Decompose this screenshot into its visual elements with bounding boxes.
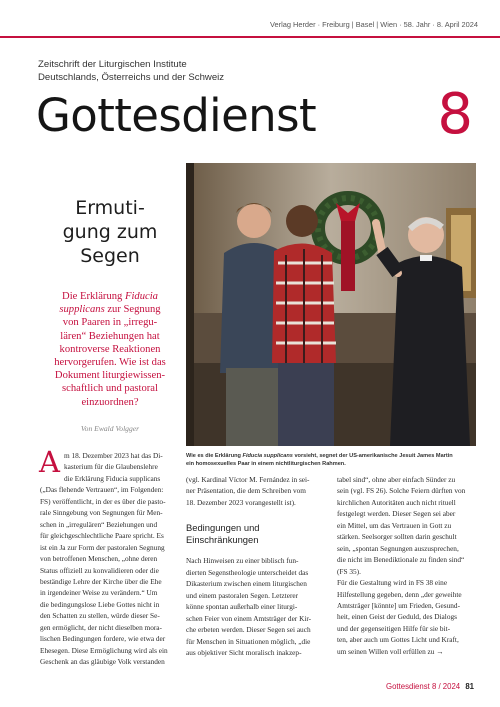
text-line: schen in „irregulären“ Beziehungen und bbox=[40, 519, 158, 529]
article-author: Von Ewald Volgger bbox=[80, 424, 140, 433]
text-line: beständige Lehre der Kirche über die Ehe bbox=[40, 576, 162, 586]
text-line: um seinen Willen voll erfüllen zu → bbox=[337, 646, 444, 656]
text-line: Hilfestellung gegeben, denn „der geweihte bbox=[337, 589, 462, 599]
text-line: ist ein Ja zur Form der pastoralen Segnung bbox=[40, 542, 165, 552]
text-line: sein, „spontan Segnungen auszusprechen, bbox=[337, 543, 459, 553]
article-heading: Ermuti- gung zum Segen bbox=[62, 197, 158, 267]
photo-illustration bbox=[186, 163, 476, 446]
text-line: Amtsträger [könnte] um Frieden, Gesund- bbox=[337, 600, 461, 610]
text-line: rale Sinngebung von Segnungen für Men- bbox=[40, 508, 163, 518]
text-line: und einem pastoralen Segen. Letzterer bbox=[186, 590, 299, 600]
journal-line-1: Zeitschrift der Liturgischen Institute bbox=[38, 59, 187, 70]
text-line: kasterium für die Glaubenslehre bbox=[64, 462, 158, 472]
drop-cap: A bbox=[39, 445, 60, 479]
text-line: Für die Gestaltung wird in FS 38 eine bbox=[337, 578, 448, 588]
text-line: kirchlichen Autoritäten auch nicht rituell bbox=[337, 497, 456, 507]
section-subheading: Bedingungen und Einschränkungen bbox=[186, 522, 260, 546]
journal-line-2: Deutschlands, Österreichs und der Schweiz bbox=[38, 72, 225, 83]
text-line: FS) veröffentlicht, in der es über die pasto- bbox=[40, 496, 166, 506]
text-line: ner Präsentation, die dem Schreiben vom bbox=[186, 486, 306, 496]
text-line: tabel sind“, ohne aber einfach Sünder zu bbox=[337, 475, 456, 484]
text-line: 18. Dezember 2023 vorangestellt ist). bbox=[186, 497, 296, 507]
text-line: die Erklärung Fiducia supplicans bbox=[64, 473, 161, 483]
article-lead: Die Erklärung Fiducia supplicans zur Segnung von Paaren in „irregu- lären“ Beziehungen hat kontroverse Reaktionen hervorgerufen. Wie ist das Dokument liturgiewissen- schaftlich und pastoral einzuordnen? bbox=[54, 291, 166, 408]
text-line: festgelegt werden. Dieser Segen sei aber bbox=[337, 509, 456, 519]
text-column-2 bbox=[186, 474, 326, 658]
text-line: die bedingungslose Liebe Gottes nicht in bbox=[40, 599, 160, 609]
text-line: den Schatten zu stellen, würde dieser Se- bbox=[40, 611, 160, 621]
text-line: schen Feier von einem Amtsträger der Kir- bbox=[186, 613, 312, 623]
text-line: m 18. Dezember 2023 hat das Di- bbox=[64, 451, 163, 460]
publisher-line: Verlag Herder · Freiburg | Basel | Wien · 58. Jahr · 8. April 2024 bbox=[270, 20, 478, 29]
text-line: und der gegenseitigen Hilfe für sie bit- bbox=[337, 623, 451, 633]
journal-description bbox=[38, 58, 338, 84]
text-line: Nach Hinweisen zu einer biblisch fun- bbox=[186, 556, 299, 566]
text-line: Status offiziell zu konvalidieren oder die bbox=[40, 565, 159, 575]
magazine-title: Gottesdienst bbox=[36, 89, 316, 142]
text-line: che erbeten werden. Dieser Segen sei auch bbox=[186, 625, 311, 635]
text-line: dierten Segenstheologie unterscheidet das bbox=[186, 567, 309, 577]
text-line: gen ermöglicht, der nicht dieselben mora- bbox=[40, 622, 162, 632]
header-rule bbox=[0, 36, 500, 38]
text-column-3 bbox=[337, 474, 477, 657]
text-line: sein (vgl. FS 26). Solche Feiern dürften von bbox=[337, 486, 466, 496]
text-line: für gleichgeschlechtliche Paare spricht. Es bbox=[40, 531, 164, 541]
text-line: (FS 35). bbox=[337, 566, 361, 576]
text-line: ten, aber auch um Gottes Licht und Kraft, bbox=[337, 635, 459, 645]
text-line: aus objektiver Sicht moralisch inakzep- bbox=[186, 647, 302, 657]
text-line: von betroffenen Menschen, „ohne deren bbox=[40, 554, 158, 564]
issue-number: 8 bbox=[437, 82, 473, 147]
text-line: (vgl. Kardinal Víctor M. Fernández in sei- bbox=[186, 475, 310, 484]
footer-journal: Gottesdienst 8 / 2024 bbox=[386, 682, 461, 691]
text-line: stärken. Seelsorger sollten darin geschult bbox=[337, 532, 457, 542]
text-line: ein Mittel, um das Vertrauen in Gott zu bbox=[337, 520, 452, 530]
text-line: Dikasterium zwischen einem liturgischen bbox=[186, 579, 307, 589]
text-line: heit, einen Geist der Geduld, des Dialogs bbox=[337, 612, 457, 622]
page-footer bbox=[386, 682, 474, 691]
text-line: („Das flehende Vertrauen“, im Folgenden: bbox=[40, 485, 164, 495]
article-photo bbox=[186, 163, 476, 446]
text-line: Geschenk an das gläubige Volk verstanden bbox=[40, 657, 165, 667]
text-line: die nicht im Benediktionale zu finden sind“ bbox=[337, 555, 465, 565]
text-line: lischen Bedingungen fordere, wie etwa der bbox=[40, 634, 166, 644]
text-line: für Menschen in Situationen möglich, „die bbox=[186, 636, 311, 646]
text-line: Ehesegen. Diese Ermöglichung wird als ein bbox=[40, 645, 168, 655]
text-line: könne spontan außerhalb einer liturgi- bbox=[186, 602, 298, 612]
photo-caption: Wie es die Erklärung Fiducia supplicans vorsieht, segnet der US-amerikanische Jesuit James Martin ein homosexuelles Paar in einem nichtliturgischen Rahmen. bbox=[186, 453, 453, 467]
text-column-1 bbox=[39, 445, 176, 668]
text-line: in irgendeiner Weise zu verändern.“ Um bbox=[40, 588, 158, 598]
page-number: 81 bbox=[465, 682, 474, 691]
